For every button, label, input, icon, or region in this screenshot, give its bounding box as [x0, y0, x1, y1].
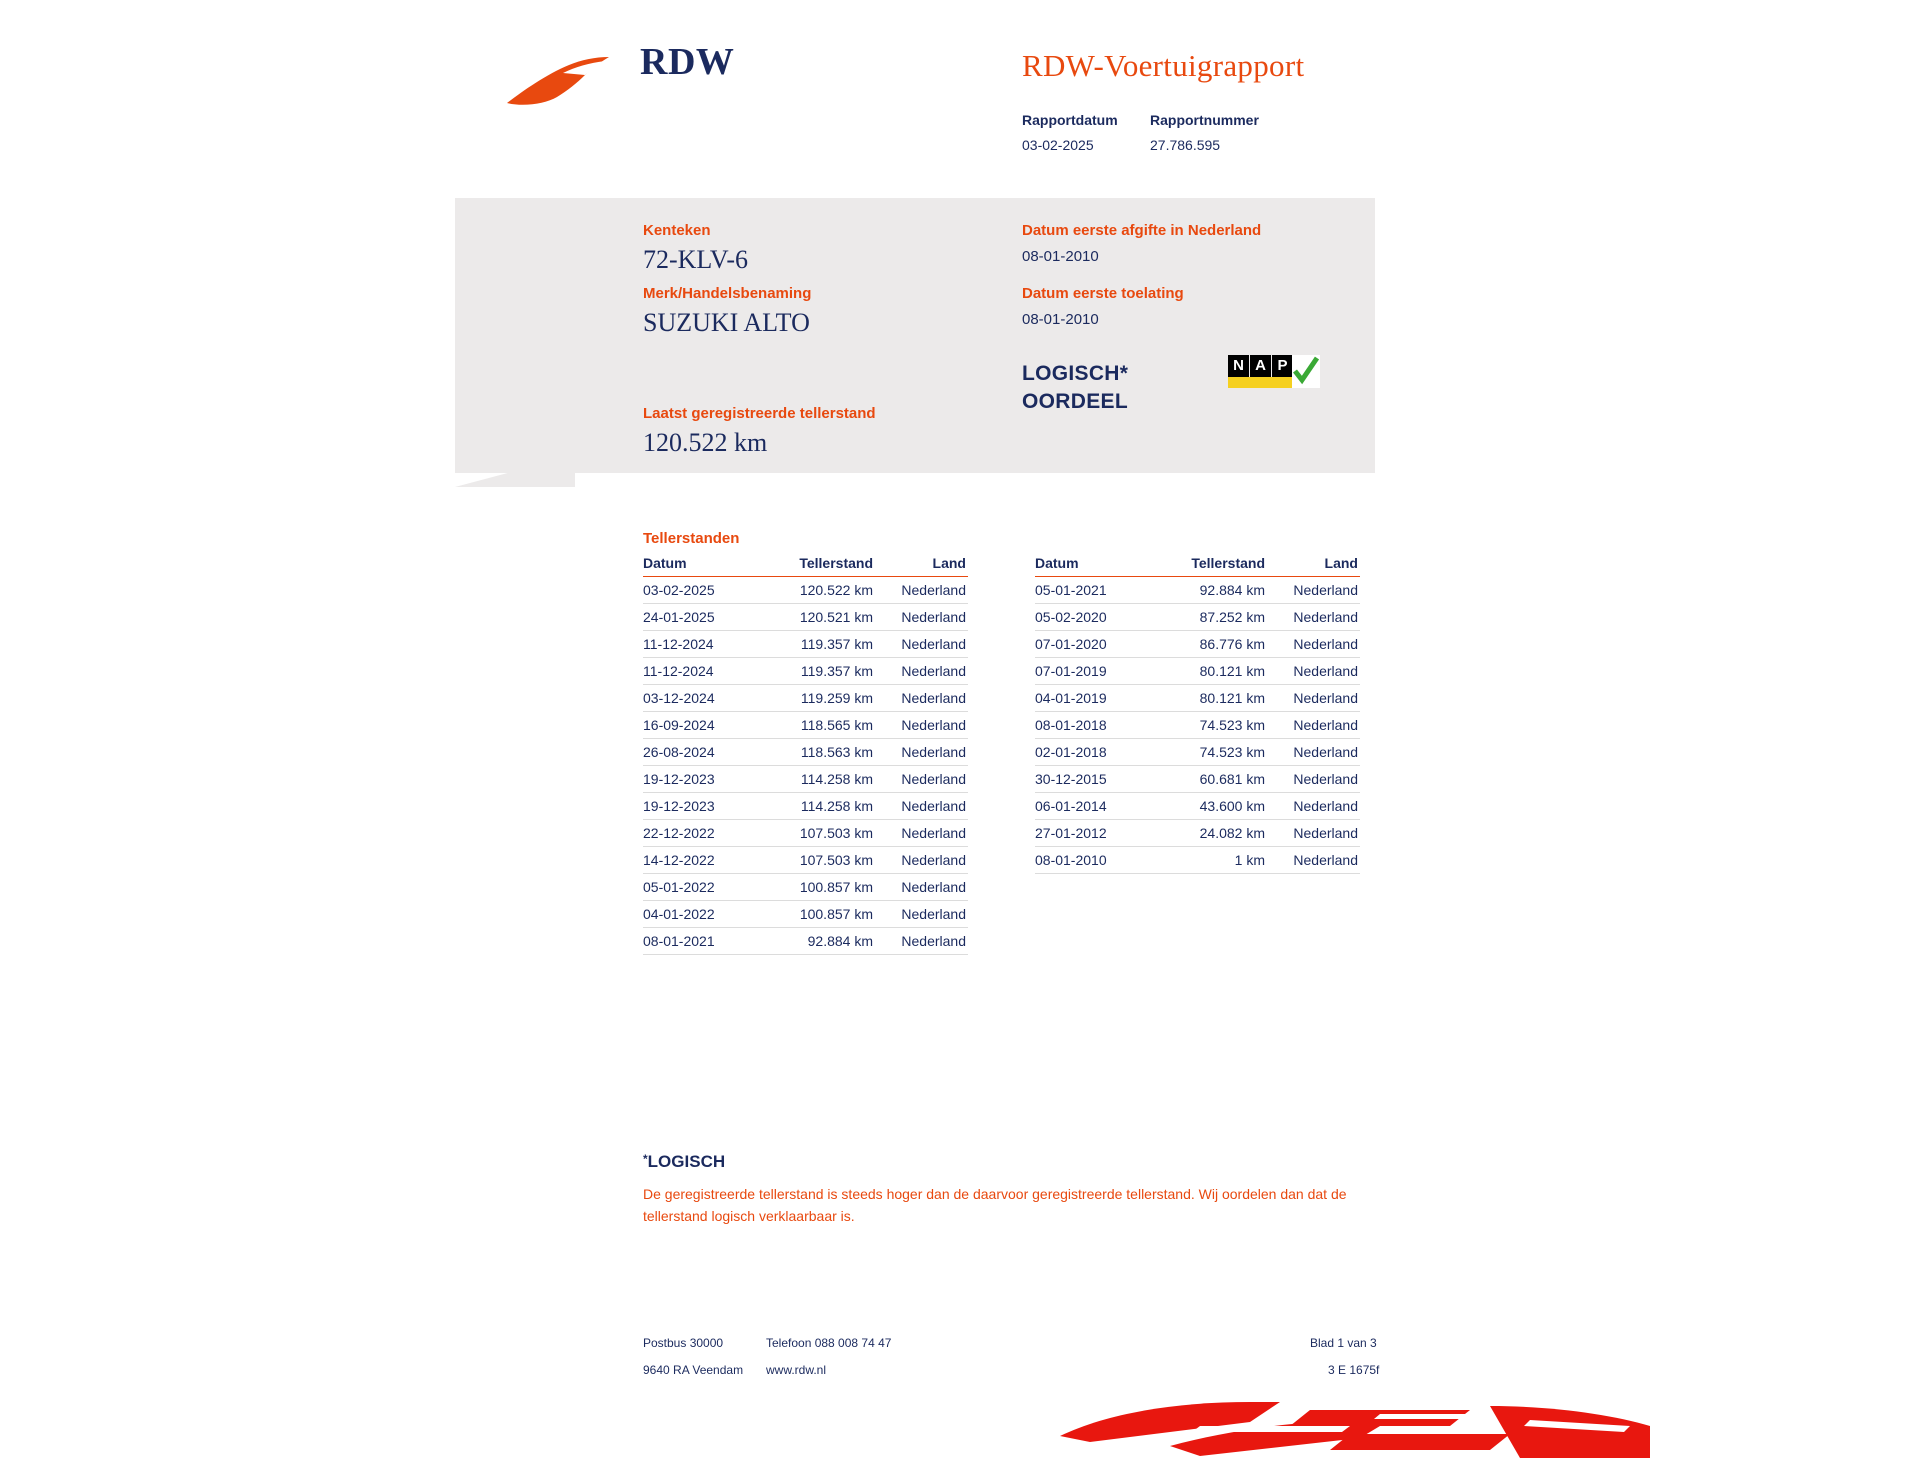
first-admission-date-label: Datum eerste toelating — [1022, 285, 1184, 302]
table-cell: Nederland — [1265, 712, 1360, 739]
table-cell: 92.884 km — [768, 928, 873, 955]
table-row — [643, 847, 968, 874]
table-cell: 19-12-2023 — [643, 766, 768, 793]
table-cell: Nederland — [873, 793, 968, 820]
table-cell: Nederland — [1265, 766, 1360, 793]
table-header-row — [643, 553, 968, 577]
table-cell: 107.503 km — [768, 820, 873, 847]
odometer-section-title: Tellerstanden — [643, 530, 740, 547]
table-row — [1035, 847, 1360, 874]
table-cell: 07-01-2019 — [1035, 658, 1160, 685]
column-header-datum: Datum — [1035, 553, 1160, 577]
table-body-right — [1035, 577, 1360, 874]
table-cell: 120.521 km — [768, 604, 873, 631]
table-cell: Nederland — [1265, 739, 1360, 766]
table-cell: 27-01-2012 — [1035, 820, 1160, 847]
table-cell: Nederland — [1265, 847, 1360, 874]
table-cell: 80.121 km — [1160, 685, 1265, 712]
table-cell: 87.252 km — [1160, 604, 1265, 631]
column-header-land: Land — [1265, 553, 1360, 577]
table-row — [643, 874, 968, 901]
table-cell: 08-01-2018 — [1035, 712, 1160, 739]
table-cell: 14-12-2022 — [643, 847, 768, 874]
table-row — [643, 766, 968, 793]
report-date-label: Rapportdatum — [1022, 112, 1118, 128]
nap-logo-icon — [1228, 355, 1320, 389]
table-cell: 11-12-2024 — [643, 631, 768, 658]
report-number-label: Rapportnummer — [1150, 112, 1259, 128]
footer-phone: Telefoon 088 008 74 47 — [766, 1336, 892, 1350]
table-cell: 26-08-2024 — [643, 739, 768, 766]
table-cell: Nederland — [873, 928, 968, 955]
table-cell: 08-01-2021 — [643, 928, 768, 955]
table-row — [643, 712, 968, 739]
table-cell: 100.857 km — [768, 901, 873, 928]
table-cell: Nederland — [1265, 820, 1360, 847]
rdw-logo-icon — [505, 55, 615, 115]
table-cell: 74.523 km — [1160, 712, 1265, 739]
table-header-row — [1035, 553, 1360, 577]
table-row — [643, 577, 968, 604]
table-cell: Nederland — [1265, 577, 1360, 604]
bottom-decorative-graphic — [1050, 1400, 1650, 1460]
table-row — [1035, 712, 1360, 739]
footer-website[interactable]: www.rdw.nl — [766, 1363, 827, 1377]
table-cell: 02-01-2018 — [1035, 739, 1160, 766]
table-cell: Nederland — [1265, 685, 1360, 712]
table-cell: 11-12-2024 — [643, 658, 768, 685]
table-cell: 07-01-2020 — [1035, 631, 1160, 658]
nap-letter: N — [1228, 355, 1249, 377]
table-cell: 03-02-2025 — [643, 577, 768, 604]
footnote-body: De geregistreerde tellerstand is steeds hoger dan de daarvoor geregistreerde tellerstand. Wij oordelen dan dat de tellerstand logisch verklaarbaar is. — [643, 1186, 1347, 1225]
table-cell: Nederland — [1265, 604, 1360, 631]
footer-form-code: 3 E 1675f — [1328, 1363, 1380, 1377]
table-cell: 80.121 km — [1160, 658, 1265, 685]
kenteken-label: Kenteken — [643, 222, 711, 239]
merk-value: SUZUKI ALTO — [643, 308, 810, 337]
footnote-title-text: LOGISCH — [647, 1152, 726, 1171]
column-header-datum: Datum — [643, 553, 768, 577]
table-cell: Nederland — [873, 739, 968, 766]
table-cell: 24-01-2025 — [643, 604, 768, 631]
table-row — [1035, 820, 1360, 847]
table-cell: Nederland — [873, 685, 968, 712]
table-cell: 60.681 km — [1160, 766, 1265, 793]
table-cell: Nederland — [873, 847, 968, 874]
first-admission-date-value: 08-01-2010 — [1022, 311, 1099, 328]
table-cell: 05-02-2020 — [1035, 604, 1160, 631]
table-cell: 22-12-2022 — [643, 820, 768, 847]
table-row — [1035, 604, 1360, 631]
merk-label: Merk/Handelsbenaming — [643, 285, 812, 302]
table-cell: 118.563 km — [768, 739, 873, 766]
last-odometer-value: 120.522 km — [643, 428, 768, 457]
column-header-tellerstand: Tellerstand — [768, 553, 873, 577]
verdict-line-1: LOGISCH* — [1022, 362, 1129, 385]
table-cell: 107.503 km — [768, 847, 873, 874]
table-row — [643, 793, 968, 820]
table-body-left — [643, 577, 968, 955]
table-cell: 24.082 km — [1160, 820, 1265, 847]
odometer-table-right — [1035, 553, 1360, 874]
table-cell: Nederland — [1265, 658, 1360, 685]
table-cell: 16-09-2024 — [643, 712, 768, 739]
table-row — [643, 739, 968, 766]
footer-page-number: Blad 1 van 3 — [1310, 1336, 1377, 1350]
page-title: RDW-Voertuigrapport — [1022, 48, 1305, 83]
vehicle-info-panel — [455, 198, 1375, 473]
table-cell: Nederland — [873, 631, 968, 658]
footnote-title — [643, 1152, 725, 1172]
first-issue-date-label: Datum eerste afgifte in Nederland — [1022, 222, 1262, 239]
table-cell: 04-01-2022 — [643, 901, 768, 928]
verdict-line-2: OORDEEL — [1022, 390, 1128, 414]
table-cell: 19-12-2023 — [643, 793, 768, 820]
table-cell: 03-12-2024 — [643, 685, 768, 712]
table-cell: Nederland — [873, 712, 968, 739]
report-number-value: 27.786.595 — [1150, 137, 1221, 153]
table-row — [1035, 685, 1360, 712]
table-row — [643, 631, 968, 658]
table-row — [643, 685, 968, 712]
table-cell: Nederland — [1265, 631, 1360, 658]
table-row — [1035, 577, 1360, 604]
table-cell: Nederland — [873, 874, 968, 901]
table-cell: 120.522 km — [768, 577, 873, 604]
table-row — [1035, 658, 1360, 685]
nap-letter: P — [1272, 355, 1293, 377]
table-cell: 119.357 km — [768, 658, 873, 685]
table-cell: 05-01-2022 — [643, 874, 768, 901]
table-row — [643, 658, 968, 685]
table-cell: 86.776 km — [1160, 631, 1265, 658]
table-row — [1035, 631, 1360, 658]
table-cell: 114.258 km — [768, 793, 873, 820]
column-header-tellerstand: Tellerstand — [1160, 553, 1265, 577]
table-row — [1035, 739, 1360, 766]
table-cell: Nederland — [873, 901, 968, 928]
table-row — [643, 604, 968, 631]
table-cell: 119.259 km — [768, 685, 873, 712]
report-date-value: 03-02-2025 — [1022, 137, 1094, 153]
table-cell: 114.258 km — [768, 766, 873, 793]
last-odometer-label: Laatst geregistreerde tellerstand — [643, 405, 876, 422]
column-header-land: Land — [873, 553, 968, 577]
table-cell: 74.523 km — [1160, 739, 1265, 766]
table-cell: 05-01-2021 — [1035, 577, 1160, 604]
table-cell: 1 km — [1160, 847, 1265, 874]
checkmark-icon — [1292, 355, 1320, 388]
table-cell: Nederland — [873, 766, 968, 793]
table-row — [643, 901, 968, 928]
table-cell: 08-01-2010 — [1035, 847, 1160, 874]
footer-address-line-2: 9640 RA Veendam — [643, 1363, 744, 1377]
table-cell: 119.357 km — [768, 631, 873, 658]
table-cell: 100.857 km — [768, 874, 873, 901]
nap-letter: A — [1250, 355, 1271, 377]
rdw-wordmark: RDW — [640, 41, 735, 83]
table-cell: 30-12-2015 — [1035, 766, 1160, 793]
first-issue-date-value: 08-01-2010 — [1022, 248, 1099, 265]
table-cell: Nederland — [873, 658, 968, 685]
table-cell: Nederland — [873, 577, 968, 604]
table-cell: 06-01-2014 — [1035, 793, 1160, 820]
nap-yellow-bar — [1228, 377, 1292, 388]
table-cell: 118.565 km — [768, 712, 873, 739]
verdict-block — [1022, 360, 1128, 417]
table-row — [1035, 793, 1360, 820]
table-cell: Nederland — [1265, 793, 1360, 820]
table-cell: Nederland — [873, 604, 968, 631]
table-cell: 92.884 km — [1160, 577, 1265, 604]
table-cell: 04-01-2019 — [1035, 685, 1160, 712]
table-cell: 43.600 km — [1160, 793, 1265, 820]
table-row — [643, 928, 968, 955]
table-row — [643, 820, 968, 847]
table-cell: Nederland — [873, 820, 968, 847]
odometer-table-left — [643, 553, 968, 955]
footer-address-line-1: Postbus 30000 — [643, 1336, 724, 1350]
footnote-star: * — [643, 1152, 648, 1166]
table-row — [1035, 766, 1360, 793]
kenteken-value: 72-KLV-6 — [643, 245, 748, 274]
